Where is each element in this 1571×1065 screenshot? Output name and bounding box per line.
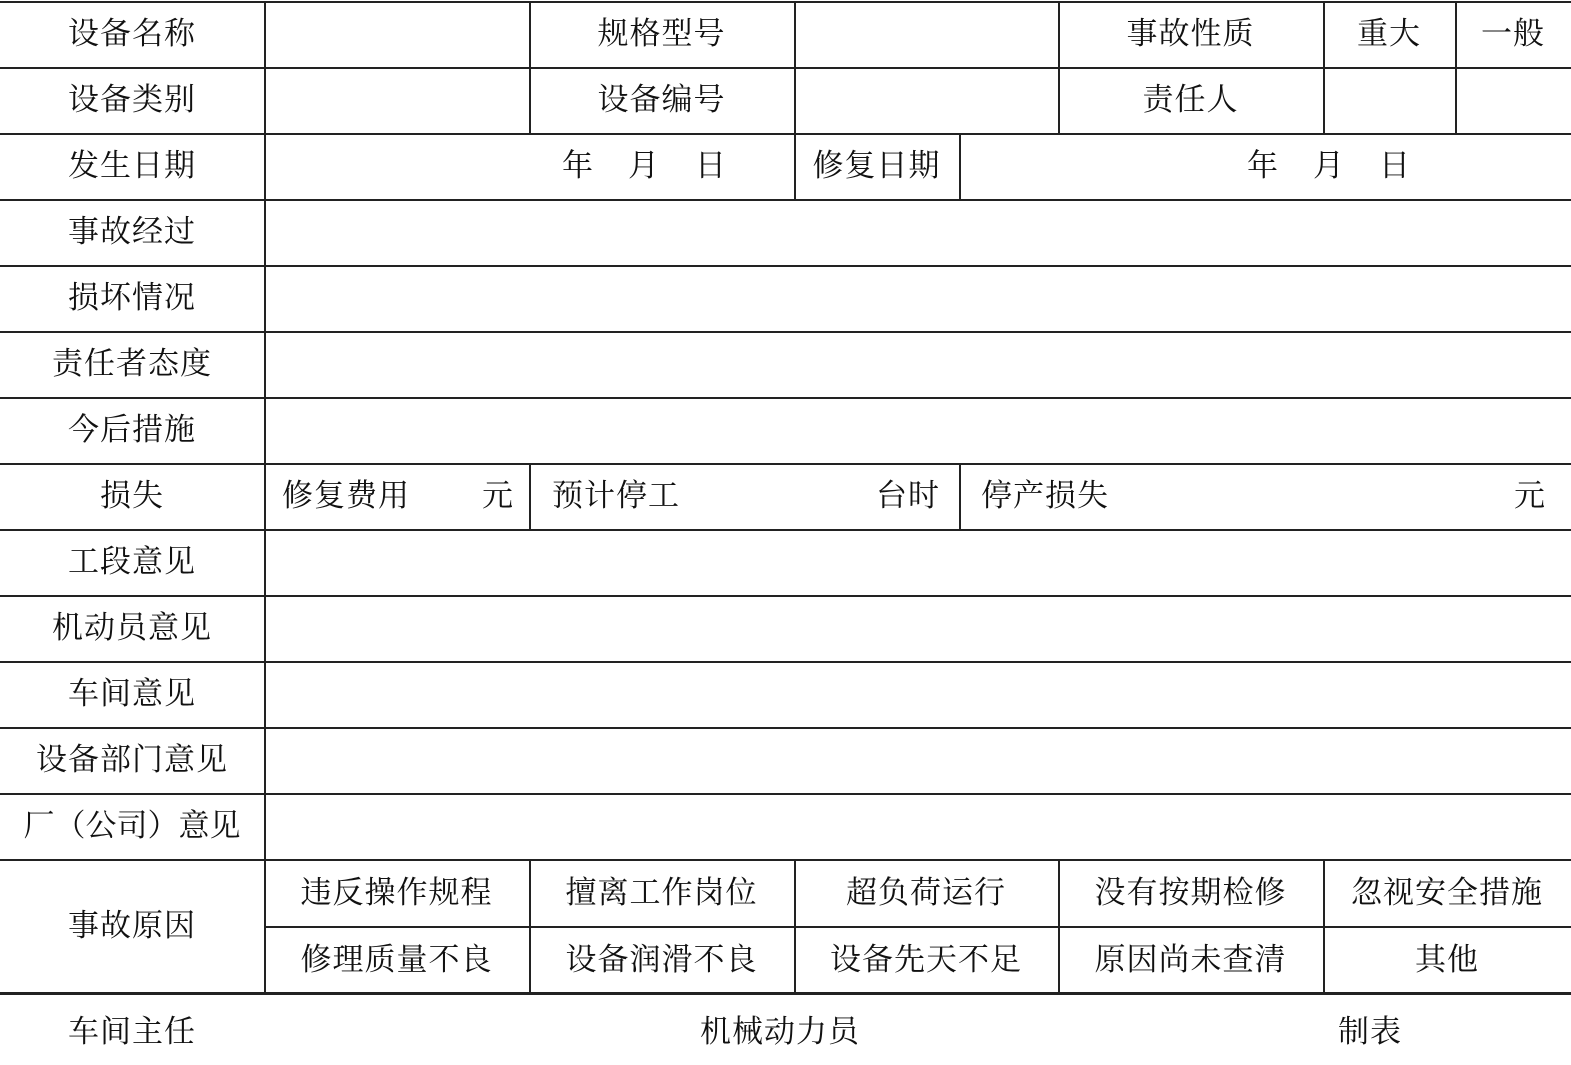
future-measures-field[interactable]: [266, 397, 1571, 463]
damage-condition-label: 损坏情况: [68, 280, 196, 316]
section-opinion-field[interactable]: [266, 529, 1571, 595]
cause-option[interactable]: 原因尚未查清: [1094, 942, 1287, 978]
production-loss-label: 停产损失: [981, 478, 1109, 514]
model-label: 规格型号: [597, 16, 726, 52]
equipment-name-label: 设备名称: [68, 16, 196, 52]
equipment-dept-opinion-field[interactable]: [266, 727, 1571, 793]
downtime-unit: 台时: [876, 478, 940, 514]
model-field[interactable]: [796, 1, 1058, 67]
occur-year-unit: 年: [562, 148, 594, 184]
cause-option[interactable]: 违反操作规程: [300, 875, 493, 911]
workshop-opinion-label: 车间意见: [68, 676, 196, 712]
factory-opinion-label: 厂（公司）意见: [23, 808, 241, 844]
factory-opinion-field[interactable]: [266, 793, 1571, 859]
workshop-director-signature-label: 车间主任: [68, 1014, 196, 1050]
cause-option[interactable]: 擅离工作岗位: [565, 875, 758, 911]
responsible-attitude-field[interactable]: [266, 331, 1571, 397]
accident-process-field[interactable]: [266, 199, 1571, 265]
mechanic-signature-label: 机械动力员: [700, 1014, 860, 1050]
equipment-category-label: 设备类别: [68, 82, 196, 118]
equipment-number-field[interactable]: [796, 67, 1058, 133]
workshop-opinion-field[interactable]: [266, 661, 1571, 727]
damage-condition-field[interactable]: [266, 265, 1571, 331]
mechanic-opinion-label: 机动员意见: [52, 610, 212, 646]
production-loss-unit: 元: [1514, 478, 1546, 514]
loss-label: 损失: [100, 478, 164, 514]
accident-nature-label: 事故性质: [1126, 16, 1255, 52]
cause-option[interactable]: 忽视安全措施: [1351, 875, 1543, 911]
accident-process-label: 事故经过: [68, 214, 196, 250]
equipment-category-field[interactable]: [266, 67, 529, 133]
cause-option[interactable]: 超负荷运行: [846, 875, 1006, 911]
future-measures-label: 今后措施: [68, 412, 196, 448]
repair-day-unit: 日: [1379, 148, 1411, 184]
accident-cause-label: 事故原因: [68, 908, 196, 944]
col-divider: [529, 463, 531, 529]
nature-major-option[interactable]: 重大: [1357, 16, 1421, 52]
repair-year-unit: 年: [1247, 148, 1279, 184]
mechanic-opinion-field[interactable]: [266, 595, 1571, 661]
cause-option[interactable]: 修理质量不良: [300, 942, 493, 978]
equipment-name-field[interactable]: [266, 1, 529, 67]
col-divider: [959, 463, 961, 529]
occurrence-date-label: 发生日期: [68, 148, 196, 184]
responsible-person-label: 责任人: [1142, 82, 1239, 118]
responsible-person-general-field[interactable]: [1457, 67, 1571, 133]
preparer-signature-label: 制表: [1338, 1014, 1402, 1050]
cause-option[interactable]: 设备润滑不良: [565, 942, 758, 978]
section-opinion-label: 工段意见: [68, 544, 196, 580]
cause-option[interactable]: 没有按期检修: [1094, 875, 1287, 911]
equipment-dept-opinion-label: 设备部门意见: [36, 742, 228, 778]
repair-cost-label: 修复费用: [282, 478, 410, 514]
responsible-person-major-field[interactable]: [1325, 67, 1455, 133]
repair-date-label: 修复日期: [812, 148, 941, 184]
equipment-number-label: 设备编号: [597, 82, 726, 118]
repair-month-unit: 月: [1313, 148, 1345, 184]
responsible-attitude-label: 责任者态度: [52, 346, 212, 382]
nature-general-option[interactable]: 一般: [1481, 16, 1545, 52]
repair-cost-unit: 元: [482, 478, 514, 514]
occur-month-unit: 月: [628, 148, 660, 184]
occur-day-unit: 日: [695, 148, 727, 184]
downtime-label: 预计停工: [552, 478, 680, 514]
col-divider: [959, 133, 961, 199]
cause-option[interactable]: 其他: [1415, 942, 1479, 978]
cause-option[interactable]: 设备先天不足: [830, 942, 1022, 978]
